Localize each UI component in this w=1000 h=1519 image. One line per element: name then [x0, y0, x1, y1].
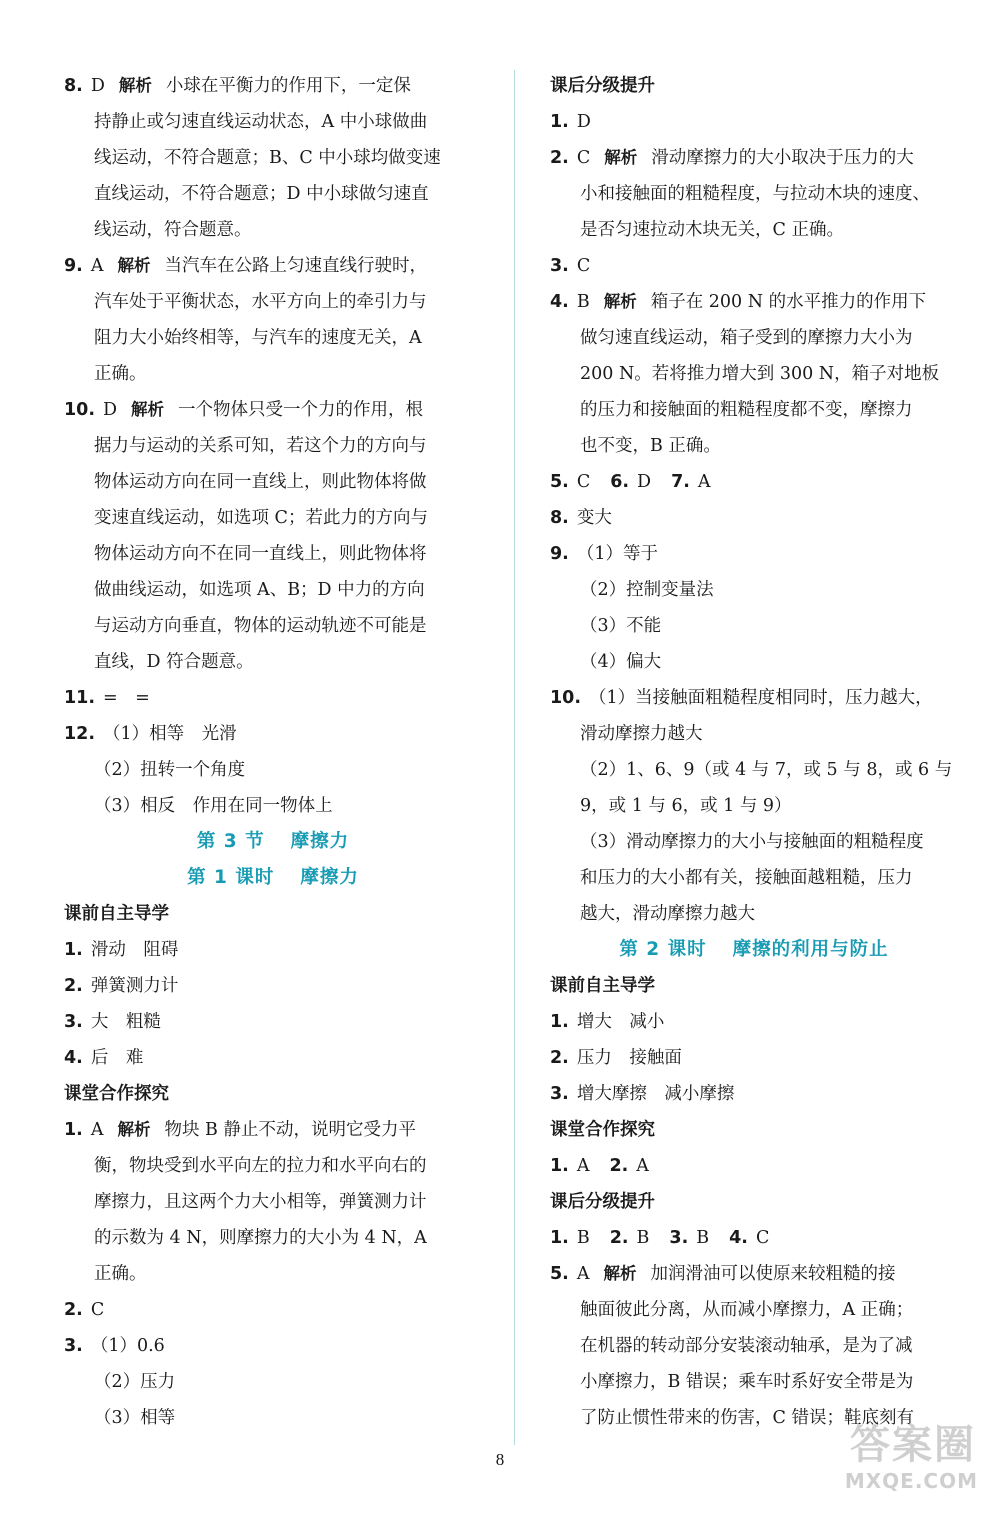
subheading: 课后分级提升	[550, 1192, 655, 1212]
analysis-text: 小球在平衡力的作用下，一定保	[165, 76, 411, 96]
answer-continuation: 做匀速直线运动，箱子受到的摩擦力大小为	[580, 328, 913, 348]
answer-item	[64, 1292, 482, 1328]
analysis-label: 解析	[603, 1264, 637, 1283]
answer-continuation: （2）扭转一个角度	[94, 760, 246, 780]
analysis-text: 滑动摩擦力的大小取决于压力的大	[651, 148, 914, 168]
answer-text: A	[90, 256, 104, 276]
answer-item	[550, 1004, 958, 1040]
answer-text: A	[576, 1156, 590, 1176]
answer-continuation: 200 N。若将推力增大到 300 N，箱子对地板	[580, 364, 940, 384]
answer-continuation: 直线，D 符合题意。	[94, 652, 254, 672]
answer-continuation: （2）压力	[94, 1372, 176, 1392]
section-name: 摩擦的利用与防止	[732, 939, 889, 960]
subheading: 课前自主导学	[64, 904, 169, 924]
answer-continuation: （2）控制变量法	[580, 580, 714, 600]
analysis-text: 当汽车在公路上匀速直线行驶时，	[164, 256, 427, 276]
watermark-url: MXQE.COM	[844, 1469, 978, 1493]
question-number: 6.	[610, 472, 630, 492]
analysis-label: 解析	[604, 148, 638, 167]
answer-item	[550, 536, 958, 572]
answer-continuation: 线运动，不符合题意；B、C 中小球均做变速	[94, 148, 441, 168]
question-number: 2.	[64, 976, 83, 996]
analysis-label: 解析	[131, 400, 165, 419]
answer-continuation: 的压力和接触面的粗糙程度都不变，摩擦力	[580, 400, 913, 420]
analysis-label: 解析	[117, 1120, 151, 1139]
answer-item	[64, 1328, 482, 1364]
answer-continuation: 也不变，B 正确。	[580, 436, 721, 456]
answer-text: （1）当接触面粗糙程度相同时，压力越大，	[589, 688, 933, 708]
answer-continuation: 滑动摩擦力越大	[580, 724, 703, 744]
analysis-label: 解析	[118, 76, 152, 95]
answer-continuation: 是否匀速拉动木块无关，C 正确。	[580, 220, 844, 240]
answer-text: C	[576, 472, 591, 492]
subheading: 课前自主导学	[550, 976, 655, 996]
answer-continuation: （2）1、6、9（或 4 与 7，或 5 与 8，或 6 与	[580, 760, 953, 780]
answer-continuation: （4）偏大	[580, 652, 662, 672]
answer-continuation: （3）滑动摩擦力的大小与接触面的粗糙程度	[580, 832, 924, 852]
answer-text: （1）0.6	[90, 1336, 165, 1356]
answer-continuation: 小和接触面的粗糙程度，与拉动木块的速度、	[580, 184, 930, 204]
question-number: 1.	[64, 1120, 83, 1140]
section-number: 第 1 课时	[187, 867, 275, 888]
answer-text: D	[103, 400, 118, 420]
answer-continuation: （3）不能	[580, 616, 662, 636]
answer-continuation: 与运动方向垂直，物体的运动轨迹不可能是	[94, 616, 427, 636]
question-number: 10.	[64, 400, 96, 420]
answer-item	[550, 680, 958, 716]
section-name: 摩擦力	[300, 867, 359, 888]
question-number: 9.	[64, 256, 83, 276]
answer-text: B	[696, 1228, 710, 1248]
answer-item	[64, 248, 482, 284]
question-number: 9.	[550, 544, 569, 564]
subheading: 课堂合作探究	[64, 1084, 169, 1104]
analysis-text: 箱子在 200 N 的水平推力的作用下	[650, 292, 927, 312]
answer-continuation: （3）相反 作用在同一物体上	[94, 796, 333, 816]
answer-continuation: 了防止惯性带来的伤害，C 错误；鞋底刻有	[580, 1408, 914, 1428]
answer-item	[64, 1112, 482, 1148]
question-number: 2.	[609, 1228, 629, 1248]
answer-continuation: 正确。	[94, 1264, 147, 1284]
answer-text: A	[90, 1120, 104, 1140]
answer-text: D	[90, 76, 105, 96]
answer-text: 增大摩擦 减小摩擦	[576, 1084, 735, 1104]
answer-text: （1）等于	[576, 544, 658, 564]
answer-text: 滑动 阻碍	[90, 940, 179, 960]
answer-continuation: 在机器的转动部分安装滚动轴承，是为了减	[580, 1336, 913, 1356]
question-number: 2.	[64, 1300, 83, 1320]
answer-item	[550, 104, 958, 140]
answer-item	[550, 1040, 958, 1076]
answer-continuation: 摩擦力，且这两个力大小相等，弹簧测力计	[94, 1192, 427, 1212]
answer-continuation: 做曲线运动，如选项 A、B；D 中力的方向	[94, 580, 425, 600]
right-column	[550, 68, 958, 1436]
answer-continuation: 正确。	[94, 364, 147, 384]
answer-continuation: 衡，物块受到水平向左的拉力和水平向右的	[94, 1156, 427, 1176]
answer-continuation: 物体运动方向在同一直线上，则此物体将做	[94, 472, 427, 492]
question-number: 3.	[64, 1336, 83, 1356]
answer-continuation: 触面彼此分离，从而减小摩擦力，A 正确；	[580, 1300, 914, 1320]
answer-text: C	[90, 1300, 105, 1320]
answer-item	[64, 68, 482, 104]
answer-item	[550, 248, 958, 284]
answer-text: 弹簧测力计	[90, 976, 179, 996]
watermark-logo	[792, 1413, 982, 1505]
answer-text: B	[576, 1228, 590, 1248]
left-column	[64, 68, 482, 1436]
answer-continuation: 阻力大小始终相等，与汽车的速度无关，A	[94, 328, 422, 348]
answer-continuation: 持静止或匀速直线运动状态，A 中小球做曲	[94, 112, 428, 132]
answer-continuation: 变速直线运动，如选项 C；若此力的方向与	[94, 508, 428, 528]
question-number: 5.	[550, 1264, 569, 1284]
answer-group	[550, 464, 958, 500]
answer-text: D	[576, 112, 591, 132]
analysis-label: 解析	[117, 256, 151, 275]
answer-text: 变大	[576, 508, 612, 528]
answer-continuation: 汽车处于平衡状态，水平方向上的牵引力与	[94, 292, 427, 312]
answer-text: A	[576, 1264, 590, 1284]
question-number: 12.	[64, 724, 96, 744]
question-number: 4.	[550, 292, 569, 312]
answer-text: D	[637, 472, 652, 492]
subheading: 课堂合作探究	[550, 1120, 655, 1140]
answer-text: 压力 接触面	[576, 1048, 682, 1068]
answer-text: （1）相等 光滑	[103, 724, 237, 744]
answer-text: A	[697, 472, 711, 492]
answer-item	[550, 1076, 958, 1112]
answer-continuation: 直线运动，不符合题意；D 中小球做匀速直	[94, 184, 429, 204]
section-number: 第 3 节	[196, 831, 265, 852]
answer-item	[64, 392, 482, 428]
question-number: 1.	[550, 1156, 569, 1176]
answer-item	[64, 716, 482, 752]
question-number: 2.	[550, 148, 569, 168]
answer-item	[550, 500, 958, 536]
question-number: 3.	[550, 1084, 569, 1104]
answer-text: 大 粗糙	[90, 1012, 161, 1032]
question-number: 10.	[550, 688, 582, 708]
analysis-label: 解析	[603, 292, 637, 311]
question-number: 8.	[64, 76, 83, 96]
question-number: 1.	[550, 1012, 569, 1032]
section-title	[64, 860, 482, 896]
answer-item	[64, 1040, 482, 1076]
answer-text: C	[755, 1228, 770, 1248]
section-number: 第 2 课时	[619, 939, 707, 960]
answer-continuation: 越大，滑动摩擦力越大	[580, 904, 755, 924]
answer-text: 增大 减小	[576, 1012, 665, 1032]
answer-text: A	[636, 1156, 649, 1176]
subheading: 课后分级提升	[550, 76, 655, 96]
section-title	[64, 824, 482, 860]
question-number: 5.	[550, 472, 569, 492]
question-number: 2.	[609, 1156, 629, 1176]
question-number: 1.	[550, 1228, 569, 1248]
watermark-logo-text: 答案圈	[850, 1422, 976, 1468]
answer-continuation: 物体运动方向不在同一直线上，则此物体将	[94, 544, 427, 564]
answer-continuation: 的示数为 4 N，则摩擦力的大小为 4 N，A	[94, 1228, 427, 1248]
column-divider	[514, 70, 515, 1445]
analysis-text: 加润滑油可以使原来较粗糙的接	[650, 1264, 896, 1284]
page-number: 8	[495, 1450, 505, 1469]
question-number: 1.	[64, 940, 83, 960]
question-number: 1.	[550, 112, 569, 132]
answer-item	[550, 1256, 958, 1292]
question-number: 3.	[550, 256, 569, 276]
answer-continuation: （3）相等	[94, 1408, 176, 1428]
answer-continuation: 小摩擦力，B 错误；乘车时系好安全带是为	[580, 1372, 914, 1392]
answer-text: 后 难	[90, 1048, 144, 1068]
answer-text: B	[636, 1228, 650, 1248]
answer-item	[64, 932, 482, 968]
answer-item	[64, 680, 482, 716]
answer-item	[550, 140, 958, 176]
answer-item	[64, 1004, 482, 1040]
answer-text: C	[576, 256, 591, 276]
answer-item	[64, 968, 482, 1004]
section-name: 摩擦力	[290, 831, 350, 852]
answer-text: = =	[103, 688, 150, 708]
question-number: 4.	[729, 1228, 748, 1248]
answer-group	[550, 1148, 958, 1184]
analysis-text: 物块 B 静止不动，说明它受力平	[164, 1120, 416, 1140]
answer-continuation: 据力与运动的关系可知，若这个力的方向与	[94, 436, 427, 456]
question-number: 4.	[64, 1048, 83, 1068]
question-number: 11.	[64, 688, 96, 708]
analysis-text: 一个物体只受一个力的作用，根	[178, 400, 424, 420]
answer-continuation: 和压力的大小都有关，接触面越粗糙，压力	[580, 868, 913, 888]
section-title	[550, 932, 958, 968]
question-number: 8.	[550, 508, 569, 528]
answer-continuation: 9，或 1 与 6，或 1 与 9）	[580, 796, 792, 816]
question-number: 7.	[671, 472, 690, 492]
answer-text: B	[576, 292, 590, 312]
question-number: 3.	[64, 1012, 83, 1032]
question-number: 2.	[550, 1048, 569, 1068]
question-number: 3.	[669, 1228, 689, 1248]
answer-group	[550, 1220, 958, 1256]
answer-item	[550, 284, 958, 320]
answer-text: C	[576, 148, 591, 168]
answer-continuation: 线运动，符合题意。	[94, 220, 252, 240]
